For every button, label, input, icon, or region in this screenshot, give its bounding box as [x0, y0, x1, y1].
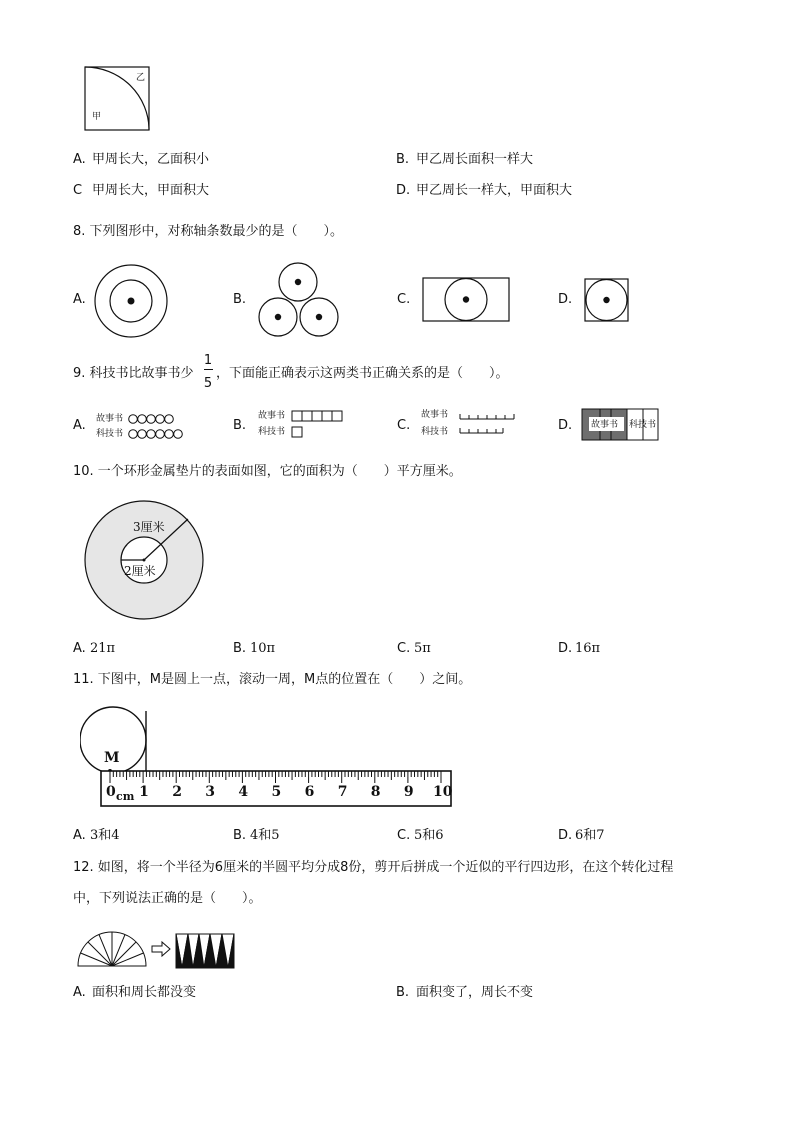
inner-radius-label: 2厘米	[124, 564, 156, 578]
q11-option-b-text: 4和5	[250, 828, 280, 843]
point-m-label: M	[104, 750, 120, 766]
q7-option-d-letter: D.	[396, 183, 411, 198]
q11-option-b-letter: B.	[233, 828, 247, 843]
ruler-number: 1	[139, 784, 149, 800]
q11-option-c-text: 5和6	[414, 828, 444, 843]
region-label-jia: 甲	[92, 112, 102, 122]
q11-option-a-text: 3和4	[90, 828, 120, 843]
q10-option-c-letter: C.	[397, 641, 411, 656]
q7-option-a-text: 甲周长大，乙面积小	[92, 152, 210, 167]
circle-in-rectangle-figure	[422, 277, 512, 323]
ruler-number: 7	[337, 784, 348, 800]
q10-stem: 10. 一个环形金属垫片的表面如图，它的面积为（ ）平方厘米。	[73, 464, 462, 479]
q9-fraction-numerator: 1	[203, 353, 213, 368]
q11-stem: 11. 下图中，M是圆上一点，滚动一周，M点的位置在（ ）之间。	[73, 672, 472, 687]
q9-b-science-label: 科技书	[258, 427, 286, 437]
q12-option-a-letter: A.	[73, 985, 86, 1000]
q8-option-a-letter: A.	[73, 292, 86, 307]
q9-a-story-label: 故事书	[96, 414, 124, 424]
concentric-circles-figure	[94, 264, 170, 340]
q9-c-segment-diagram	[459, 411, 517, 437]
q9-d-story-label: 故事书	[591, 420, 619, 430]
q7-option-c-letter: C	[73, 183, 83, 198]
outer-radius-label: 3厘米	[133, 520, 165, 534]
ruler-number: 2	[172, 784, 182, 800]
q12-stem-line1: 12. 如图，将一个半径为6厘米的半圆平均分成8份，剪开后拼成一个近似的平行四边形，在这个转化过程	[73, 860, 674, 875]
q10-option-a-letter: A.	[73, 641, 86, 656]
q9-stem-after: ，下面能正确表示这两类书正确关系的是（ ）。	[216, 366, 509, 381]
semicircle-to-parallelogram-figure	[76, 924, 242, 972]
q12-option-b-text: 面积变了，周长不变	[416, 985, 534, 1000]
ruler-number: 4	[238, 784, 249, 800]
q7-option-d-text: 甲乙周长一样大，甲面积大	[416, 183, 573, 198]
q7-option-a-letter: A.	[73, 152, 86, 167]
ruler-number: 10	[433, 784, 453, 800]
ruler-number: 5	[271, 784, 282, 800]
q9-fraction-bar	[204, 369, 213, 370]
q7-option-c-text: 甲周长大，甲面积大	[92, 183, 210, 198]
region-label-yi: 乙	[136, 73, 146, 83]
q9-d-science-label: 科技书	[629, 420, 657, 430]
q11-option-c-letter: C.	[397, 828, 411, 843]
q10-option-d-letter: D.	[558, 641, 573, 656]
q8-option-d-letter: D.	[558, 292, 573, 307]
circle-in-square-figure	[584, 278, 630, 323]
q9-c-story-label: 故事书	[421, 410, 449, 420]
q9-option-d-letter: D.	[558, 418, 573, 433]
q9-a-circle-diagram	[128, 413, 190, 443]
q12-option-b-letter: B.	[396, 985, 410, 1000]
q9-fraction-denominator: 5	[203, 376, 213, 391]
q8-stem: 8. 下列图形中，对称轴条数最少的是（ ）。	[73, 224, 344, 239]
q9-b-story-label: 故事书	[258, 411, 286, 421]
q7-option-b-letter: B.	[396, 152, 410, 167]
q10-option-d-text: 16π	[575, 641, 601, 656]
q8-option-c-letter: C.	[397, 292, 411, 307]
ruler-number: 0	[106, 784, 116, 800]
ruler-number: 9	[403, 784, 414, 800]
q10-option-b-letter: B.	[233, 641, 247, 656]
q12-stem-line2: 中，下列说法正确的是（ ）。	[73, 891, 262, 906]
q9-stem-before: 9. 科技书比故事书少	[73, 366, 194, 381]
q9-option-c-letter: C.	[397, 418, 411, 433]
q11-option-a-letter: A.	[73, 828, 86, 843]
q10-option-b-text: 10π	[250, 641, 276, 656]
q10-option-c-text: 5π	[414, 641, 431, 656]
ruler-number: 6	[304, 784, 315, 800]
q9-c-science-label: 科技书	[421, 427, 449, 437]
q7-option-b-text: 甲乙周长面积一样大	[416, 152, 534, 167]
ruler-number: 8	[370, 784, 381, 800]
q9-option-b-letter: B.	[233, 418, 247, 433]
q9-a-science-label: 科技书	[96, 429, 124, 439]
ruler-figure	[80, 703, 456, 809]
q11-option-d-letter: D.	[558, 828, 573, 843]
q10-option-a-text: 21π	[90, 641, 116, 656]
q9-option-a-letter: A.	[73, 418, 86, 433]
q8-option-b-letter: B.	[233, 292, 247, 307]
ruler-number: 3	[205, 784, 216, 800]
q12-option-a-text: 面积和周长都没变	[92, 985, 197, 1000]
q9-b-square-diagram	[291, 410, 347, 440]
q11-option-d-text: 6和7	[575, 828, 605, 843]
ruler-unit-label: cm	[116, 790, 135, 803]
three-circles-figure	[256, 262, 342, 340]
